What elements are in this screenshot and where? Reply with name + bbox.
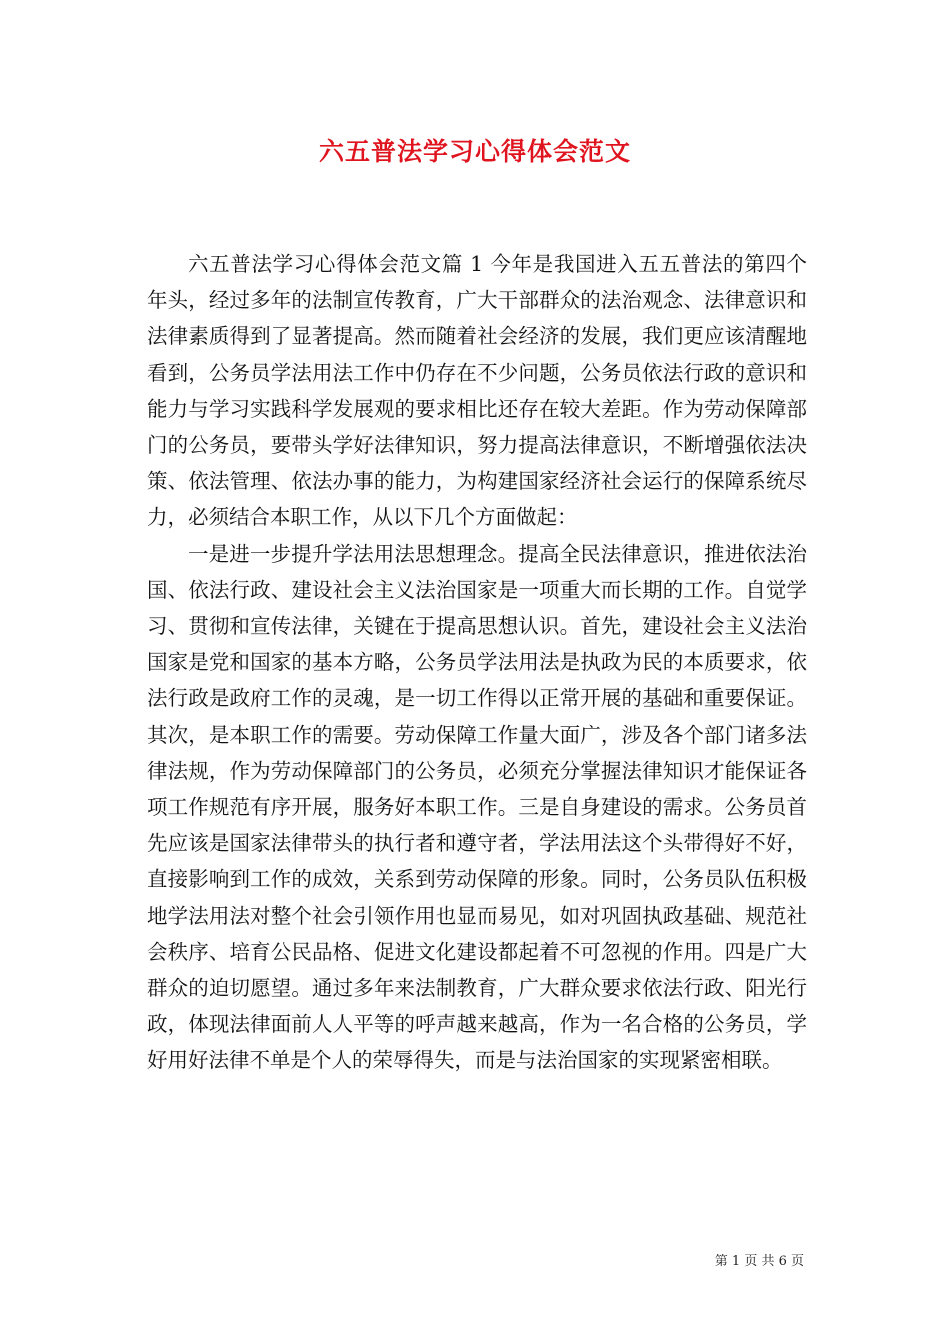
paragraph-1: 六五普法学习心得体会范文篇 1 今年是我国进入五五普法的第四个年头，经过多年的法制宣传教育，广大干部群众的法治观念、法律意识和法律素质得到了显著提高。然而随着社会经济的发展，我们更应该清醒地看到，公务员学法用法工作中仍存在不少问题，公务员依法行政的意识和能力与学习实践科学发展观的要求相比还存在较大差距。作为劳动保障部门的公务员，要带头学好法律知识，努力提高法律意识，不断增强依法决策、依法管理、依法办事的能力，为构建国家经济社会运行的保障系统尽力，必须结合本职工作，从以下几个方面做起：: [147, 252, 807, 530]
document-title: 六五普法学习心得体会范文: [318, 137, 631, 166]
paragraph-2: 一是进一步提升学法用法思想理念。提高全民法律意识，推进依法治国、依法行政、建设社会主义法治国家是一项重大而长期的工作。自觉学习、贯彻和宣传法律，关键在于提高思想认识。首先，建设社会主义法治国家是党和国家的基本方略，公务员学法用法是执政为民的本质要求，依法行政是政府工作的灵魂，是一切工作得以正常开展的基础和重要保证。其次，是本职工作的需要。劳动保障工作量大面广，涉及各个部门诸多法律法规，作为劳动保障部门的公务员，必须充分掌握法律知识才能保证各项工作规范有序开展，服务好本职工作。三是自身建设的需求。公务员首先应该是国家法律带头的执行者和遵守者，学法用法这个头带得好不好，直接影响到工作的成效，关系到劳动保障的形象。同时，公务员队伍积极地学法用法对整个社会引领作用也显而易见，如对巩固执政基础、规范社会秩序、培育公民品格、促进文化建设都起着不可忽视的作用。四是广大群众的迫切愿望。通过多年来法制教育，广大群众要求依法行政、阳光行政，体现法律面前人人平等的呼声越来越高，作为一名合格的公务员，学好用好法律不单是个人的荣辱得失，而是与法治国家的实现紧密相联。: [147, 541, 807, 1073]
page-number-footer: 第 1 页 共 6 页: [714, 1254, 804, 1269]
document-body: [147, 246, 807, 1079]
